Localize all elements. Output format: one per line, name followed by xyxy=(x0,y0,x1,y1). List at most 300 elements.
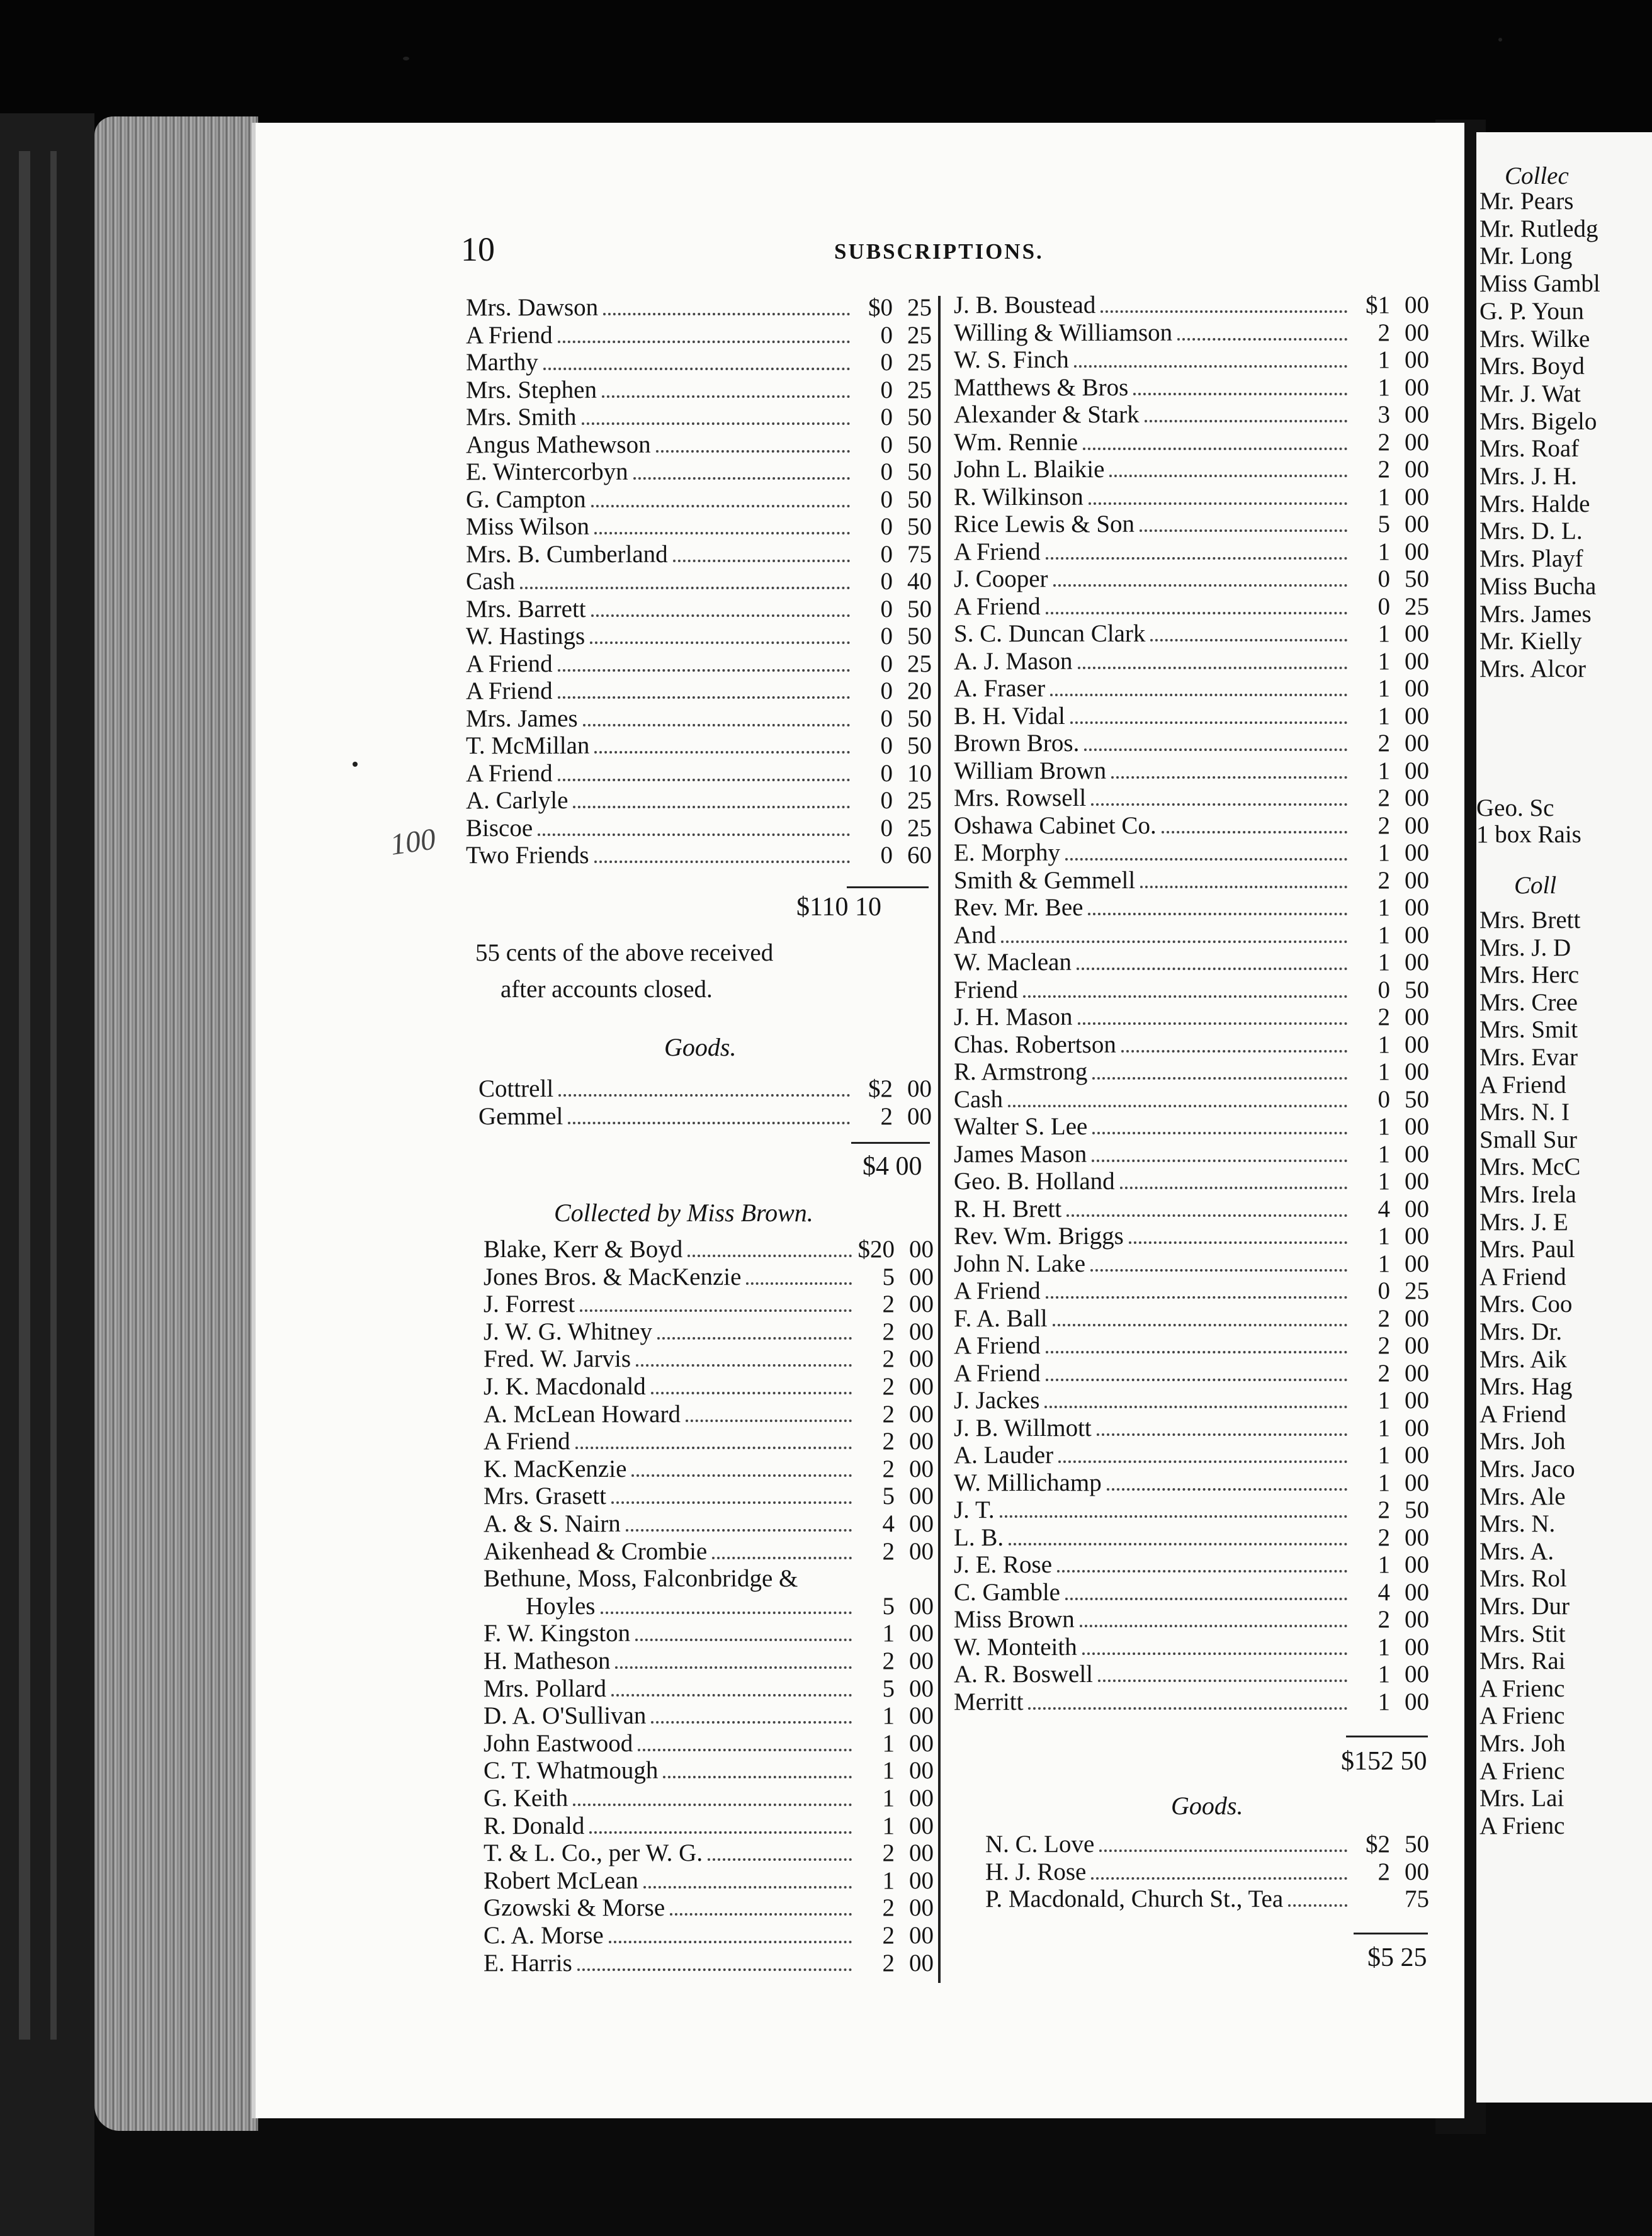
amount-cents: 00 xyxy=(1405,511,1429,538)
right-page-line: Mrs. Boyd xyxy=(1479,353,1585,380)
amount-dollars: 1 xyxy=(1378,1661,1390,1688)
subscription-row xyxy=(954,346,1429,374)
subscription-row xyxy=(466,431,932,459)
entry-name: Bethune, Moss, Falconbridge & xyxy=(484,1565,798,1593)
collected-row xyxy=(484,1702,934,1730)
amount-cents: 60 xyxy=(907,842,932,869)
amount-dollars: $1 xyxy=(1366,291,1390,319)
right-page-line: Mrs. Coo xyxy=(1479,1290,1573,1318)
right-page-line: Mrs. Alcor xyxy=(1479,655,1586,682)
amount-cents: 00 xyxy=(909,1620,934,1647)
amount-dollars: 1 xyxy=(1378,346,1390,373)
goods-row xyxy=(985,1858,1429,1886)
subscription-row xyxy=(954,1332,1429,1360)
right-page-line: 1 box Rais xyxy=(1476,821,1581,848)
leader-dots xyxy=(582,422,850,425)
amount-cents: 50 xyxy=(907,485,932,513)
entry-name: Cash xyxy=(466,568,515,595)
amount-cents: 00 xyxy=(1405,675,1429,702)
amount-dollars: 1 xyxy=(882,1757,895,1785)
amount-cents: 00 xyxy=(909,1455,934,1482)
collected-by-miss-brown-heading: Collected by Miss Brown. xyxy=(554,1199,813,1227)
right-page xyxy=(1476,132,1652,2103)
collected-row xyxy=(484,1785,934,1812)
subscription-row xyxy=(954,894,1429,922)
leader-dots xyxy=(1023,995,1347,998)
scan-background xyxy=(0,0,1652,132)
amount-dollars: 4 xyxy=(882,1510,895,1537)
amount-dollars: 0 xyxy=(880,376,893,404)
leader-dots xyxy=(1092,1077,1347,1080)
leader-dots xyxy=(1078,667,1347,669)
leader-dots xyxy=(1288,1904,1347,1907)
right-page-line: Mrs. Evar xyxy=(1479,1044,1578,1071)
leader-dots xyxy=(1077,968,1347,970)
subscription-row xyxy=(466,760,932,788)
entry-name: A. Lauder xyxy=(954,1442,1054,1469)
leader-dots xyxy=(1098,1680,1347,1682)
amount-dollars: 1 xyxy=(1378,1030,1390,1058)
entry-name: A Friend xyxy=(954,592,1041,620)
page-number: 10 xyxy=(461,230,495,268)
entry-name: Gemmel xyxy=(478,1102,563,1130)
amount-dollars: 2 xyxy=(882,1647,895,1674)
right-page-line: Mrs. Brett xyxy=(1479,906,1581,934)
amount-dollars: 0 xyxy=(880,787,893,814)
right-page-line: Mrs. Ale xyxy=(1479,1482,1566,1510)
leader-dots xyxy=(1099,1849,1347,1852)
entry-name: A Friend xyxy=(484,1428,570,1455)
right-page-line: Mrs. Aik xyxy=(1479,1345,1567,1373)
amount-cents: 00 xyxy=(1405,483,1429,511)
amount-dollars: $20 xyxy=(857,1236,895,1263)
subscription-row xyxy=(466,732,932,760)
leader-dots xyxy=(1097,1433,1347,1436)
entry-name: E. Morphy xyxy=(954,839,1060,866)
amount-dollars: 0 xyxy=(880,485,893,513)
amount-cents: 00 xyxy=(1405,1606,1429,1633)
amount-cents: 50 xyxy=(907,404,932,431)
subscription-row xyxy=(954,593,1429,621)
right-page-line: Mrs. N. xyxy=(1479,1510,1556,1538)
subscription-row xyxy=(954,1141,1429,1168)
amount-dollars: 2 xyxy=(882,1345,895,1373)
amount-cents: 00 xyxy=(1405,1469,1429,1496)
leader-dots xyxy=(638,1749,852,1751)
amount-cents: 25 xyxy=(907,650,932,677)
entry-name: J. T. xyxy=(954,1496,995,1523)
amount-dollars: 1 xyxy=(1378,1387,1390,1414)
amount-cents: 75 xyxy=(907,540,932,568)
right-page-line: Mrs. J. E xyxy=(1479,1208,1568,1236)
entry-name: J. B. Boustead xyxy=(954,291,1096,319)
amount-dollars: 0 xyxy=(880,568,893,595)
amount-dollars: 5 xyxy=(882,1263,895,1290)
amount-cents: 00 xyxy=(909,1236,934,1263)
subscription-row xyxy=(466,705,932,733)
subscription-row xyxy=(954,1688,1429,1716)
amount-dollars: 1 xyxy=(1378,1113,1390,1140)
amount-cents: 50 xyxy=(1405,565,1429,592)
goods-total-right: $5 25 xyxy=(1367,1943,1427,1972)
right-page-line: Mrs. Rol xyxy=(1479,1565,1567,1593)
entry-name: A Friend xyxy=(954,538,1041,565)
amount-dollars: 0 xyxy=(880,732,893,759)
amount-dollars: 1 xyxy=(1378,702,1390,730)
amount-dollars: 1 xyxy=(882,1702,895,1730)
leader-dots xyxy=(543,368,850,370)
leader-dots xyxy=(1107,1488,1347,1491)
entry-name: Mrs. Rowsell xyxy=(954,784,1087,811)
amount-cents: 00 xyxy=(909,1592,934,1620)
margin-note: 100 xyxy=(388,822,438,862)
leader-dots xyxy=(651,1392,852,1394)
entry-name: J. B. Willmott xyxy=(954,1414,1092,1442)
right-page-line: Mrs. Stit xyxy=(1479,1620,1566,1647)
right-page-line: Mrs. Herc xyxy=(1479,961,1580,989)
entry-name: W. Monteith xyxy=(954,1633,1077,1661)
amount-cents: 00 xyxy=(909,1757,934,1785)
amount-cents: 00 xyxy=(909,1510,934,1537)
amount-dollars: 1 xyxy=(1378,1222,1390,1250)
entry-name: Smith & Gemmell xyxy=(954,866,1136,894)
leader-dots xyxy=(1028,1707,1347,1710)
entry-name: Alexander & Stark xyxy=(954,401,1140,428)
amount-dollars: 2 xyxy=(1378,1003,1390,1030)
entry-name: Matthews & Bros xyxy=(954,373,1129,401)
page-stack xyxy=(94,116,258,2131)
leader-dots xyxy=(538,833,850,836)
collected-row xyxy=(484,1757,934,1785)
entry-name: Friend xyxy=(954,976,1018,1003)
amount-dollars: 1 xyxy=(1378,675,1390,702)
amount-cents: 00 xyxy=(1405,839,1429,866)
right-page-line: Mrs. McC xyxy=(1479,1153,1581,1181)
amount-cents: 50 xyxy=(1405,1496,1429,1523)
right-page-line: Mr. Rutledg xyxy=(1479,215,1598,242)
amount-dollars: 0 xyxy=(880,595,893,623)
entry-name: R. H. Brett xyxy=(954,1195,1062,1222)
subscription-row xyxy=(954,1634,1429,1661)
amount-cents: 00 xyxy=(1405,894,1429,921)
leader-dots xyxy=(1046,1296,1347,1299)
amount-cents: 40 xyxy=(907,568,932,595)
amount-dollars: 2 xyxy=(1378,730,1390,757)
entry-name: C. A. Morse xyxy=(484,1922,604,1949)
collected-row xyxy=(484,1647,934,1675)
entry-name: A Friend xyxy=(466,677,553,704)
amount-dollars: 1 xyxy=(882,1785,895,1812)
amount-cents: 00 xyxy=(1405,1222,1429,1250)
leader-dots xyxy=(712,1557,852,1559)
subscription-row xyxy=(954,511,1429,538)
amount-cents: 00 xyxy=(1405,1030,1429,1058)
leader-dots xyxy=(1082,1652,1347,1655)
amount-cents: 25 xyxy=(1405,1277,1429,1304)
amount-dollars: $2 xyxy=(868,1075,893,1102)
entry-name: Miss Wilson xyxy=(466,513,590,540)
amount-dollars: 1 xyxy=(1378,1168,1390,1195)
subscription-row xyxy=(954,784,1429,812)
entry-name: G. Campton xyxy=(466,485,586,513)
entry-name: John Eastwood xyxy=(484,1729,633,1757)
entry-name: L. B. xyxy=(954,1523,1004,1551)
leader-dots xyxy=(1083,448,1347,450)
amount-dollars: 2 xyxy=(882,1537,895,1565)
amount-cents: 00 xyxy=(909,1400,934,1428)
amount-dollars: 0 xyxy=(880,650,893,677)
leader-dots xyxy=(1120,1187,1347,1189)
entry-name: T. & L. Co., per W. G. xyxy=(484,1839,703,1867)
amount-cents: 00 xyxy=(1405,1551,1429,1578)
subscription-row xyxy=(954,1168,1429,1195)
leader-dots xyxy=(633,477,850,480)
subscription-row xyxy=(954,429,1429,456)
entry-name: W. S. Finch xyxy=(954,346,1069,373)
amount-cents: 20 xyxy=(907,677,932,704)
amount-cents: 00 xyxy=(909,1922,934,1949)
leader-dots xyxy=(601,1612,852,1614)
subscription-row xyxy=(954,1113,1429,1141)
entry-name: Mrs. Smith xyxy=(466,404,577,431)
subscription-row xyxy=(466,623,932,650)
leader-dots xyxy=(1140,886,1347,888)
subscription-row xyxy=(954,675,1429,703)
subscription-row xyxy=(954,757,1429,785)
leader-dots xyxy=(594,751,850,754)
amount-dollars: $0 xyxy=(868,294,893,321)
leader-dots xyxy=(651,1721,852,1724)
amount-dollars: 1 xyxy=(1378,757,1390,784)
amount-cents: 00 xyxy=(909,1812,934,1839)
right-page-line: A Friend xyxy=(1479,1400,1566,1428)
entry-name: Rev. Mr. Bee xyxy=(954,894,1083,921)
leader-dots xyxy=(594,532,850,534)
leader-dots xyxy=(1053,1324,1347,1326)
amount-dollars: 2 xyxy=(882,1949,895,1977)
column-right-total: $152 50 xyxy=(1341,1747,1427,1776)
subscription-row xyxy=(954,1250,1429,1278)
amount-dollars: 2 xyxy=(882,1894,895,1922)
amount-cents: 00 xyxy=(1405,757,1429,784)
leader-dots xyxy=(1008,1105,1347,1107)
leader-dots xyxy=(1145,420,1347,422)
amount-dollars: 0 xyxy=(880,458,893,485)
amount-cents: 00 xyxy=(1405,647,1429,675)
right-page-line: Mrs. Bigelo xyxy=(1479,407,1597,435)
amount-dollars: 1 xyxy=(1378,1140,1390,1168)
amount-cents: 00 xyxy=(907,1075,932,1102)
entry-name: Gzowski & Morse xyxy=(484,1894,665,1922)
amount-dollars: 0 xyxy=(1378,565,1390,592)
entry-name: A Friend xyxy=(466,650,553,677)
subscription-row xyxy=(954,1086,1429,1114)
amount-cents: 00 xyxy=(909,1482,934,1510)
entry-name: J. E. Rose xyxy=(954,1551,1052,1578)
entry-name: R. Wilkinson xyxy=(954,483,1083,511)
amount-dollars: 2 xyxy=(1378,1858,1390,1885)
right-page-line: Mrs. Halde xyxy=(1479,490,1590,517)
entry-name: Jones Bros. & MacKenzie xyxy=(484,1263,742,1290)
entry-name: Cash xyxy=(954,1085,1003,1113)
leader-dots xyxy=(1092,1160,1347,1162)
entry-name: J. Jackes xyxy=(954,1387,1040,1414)
leader-dots xyxy=(611,1501,852,1504)
entry-name: J. Cooper xyxy=(954,565,1048,592)
amount-dollars: 0 xyxy=(880,759,893,787)
amount-dollars: 0 xyxy=(880,623,893,650)
amount-dollars: 1 xyxy=(1378,1551,1390,1578)
leader-dots xyxy=(609,1941,852,1943)
amount-cents: 00 xyxy=(1405,784,1429,811)
amount-dollars: 2 xyxy=(882,1839,895,1867)
leader-dots xyxy=(603,313,850,315)
collected-row xyxy=(484,1401,934,1428)
subscription-row xyxy=(954,1442,1429,1469)
amount-cents: 00 xyxy=(1405,702,1429,730)
amount-cents: 00 xyxy=(1405,1113,1429,1140)
amount-dollars: 1 xyxy=(1378,1058,1390,1085)
entry-name: A. R. Boswell xyxy=(954,1661,1094,1688)
subscription-row xyxy=(954,839,1429,867)
subscription-row xyxy=(466,842,932,869)
entry-name: A. Fraser xyxy=(954,675,1046,702)
subscription-row xyxy=(466,404,932,431)
leader-dots xyxy=(1044,1406,1347,1408)
entry-name: Cottrell xyxy=(478,1075,554,1102)
amount-dollars: 0 xyxy=(1378,976,1390,1003)
leader-dots xyxy=(590,641,850,644)
entry-name: S. C. Duncan Clark xyxy=(954,620,1146,647)
amount-cents: 00 xyxy=(1405,1688,1429,1715)
amount-dollars: 2 xyxy=(1378,428,1390,456)
subscription-row xyxy=(466,458,932,486)
leader-dots xyxy=(1065,1598,1347,1600)
leader-dots xyxy=(1009,1543,1347,1545)
right-page-line: Mrs. Roaf xyxy=(1479,435,1580,463)
leader-dots xyxy=(1133,393,1347,395)
entry-name: Mrs. Grasett xyxy=(484,1482,606,1510)
subscription-row xyxy=(954,867,1429,895)
collected-row xyxy=(484,1345,934,1373)
entry-name: Miss Brown xyxy=(954,1606,1075,1633)
amount-cents: 25 xyxy=(1405,592,1429,620)
collected-row xyxy=(484,1675,934,1703)
leader-dots xyxy=(657,1337,852,1340)
subscription-row xyxy=(954,319,1429,347)
entry-name: Biscoe xyxy=(466,814,533,842)
goods-heading-right: Goods. xyxy=(1171,1792,1243,1820)
amount-cents: 25 xyxy=(907,321,932,349)
entry-name: J. Forrest xyxy=(484,1290,575,1318)
amount-cents: 00 xyxy=(1405,1578,1429,1606)
collected-row xyxy=(484,1263,934,1291)
subscription-row xyxy=(954,1003,1429,1031)
amount-dollars: 1 xyxy=(1378,949,1390,976)
collected-row xyxy=(484,1620,934,1647)
goods-row xyxy=(985,1885,1429,1913)
amount-dollars: 2 xyxy=(1378,456,1390,483)
leader-dots xyxy=(575,1447,852,1449)
entry-name: Brown Bros. xyxy=(954,730,1080,757)
amount-dollars: 1 xyxy=(1378,373,1390,401)
entry-name: A Friend xyxy=(466,321,553,349)
entry-name: Angus Mathewson xyxy=(466,431,651,458)
entry-name: John L. Blaikie xyxy=(954,456,1105,483)
amount-dollars: 4 xyxy=(1378,1195,1390,1222)
collected-row xyxy=(484,1812,934,1840)
amount-cents: 00 xyxy=(909,1428,934,1455)
leader-dots xyxy=(1078,1022,1347,1025)
subscription-row xyxy=(954,730,1429,757)
subscription-row xyxy=(954,922,1429,949)
leader-dots xyxy=(1046,1379,1347,1381)
entry-name: D. A. O'Sullivan xyxy=(484,1702,647,1730)
entry-name: H. J. Rose xyxy=(985,1858,1087,1885)
amount-cents: 00 xyxy=(1405,1661,1429,1688)
right-page-line: Mrs. Lai xyxy=(1479,1785,1564,1812)
subscription-row xyxy=(466,294,932,322)
amount-dollars: 2 xyxy=(1378,1496,1390,1523)
amount-cents: 00 xyxy=(1405,1858,1429,1885)
subscription-row xyxy=(954,456,1429,483)
amount-dollars: 2 xyxy=(1378,784,1390,811)
subscription-row xyxy=(954,483,1429,511)
amount-dollars: 1 xyxy=(1378,620,1390,647)
leader-dots xyxy=(746,1282,852,1285)
amount-cents: 50 xyxy=(1405,1831,1429,1858)
amount-cents: 00 xyxy=(909,1729,934,1757)
amount-cents: 00 xyxy=(1405,730,1429,757)
entry-name: James Mason xyxy=(954,1140,1087,1168)
amount-dollars: 2 xyxy=(1378,866,1390,894)
leader-dots xyxy=(1046,1351,1347,1353)
amount-dollars: 2 xyxy=(882,1290,895,1318)
amount-cents: 00 xyxy=(1405,1442,1429,1469)
amount-cents: 00 xyxy=(909,1373,934,1400)
right-page-line: Small Sur xyxy=(1479,1126,1577,1153)
leader-dots xyxy=(1058,1460,1347,1463)
right-page-line: Mrs. A. xyxy=(1479,1537,1554,1565)
amount-dollars: 1 xyxy=(1378,1633,1390,1661)
column-left-total: $110 10 xyxy=(796,893,881,922)
subscription-row xyxy=(954,812,1429,840)
amount-dollars: 0 xyxy=(880,540,893,568)
leader-dots xyxy=(1091,803,1347,806)
leader-dots xyxy=(558,696,850,699)
amount-dollars: 0 xyxy=(880,404,893,431)
entry-name: N. C. Love xyxy=(985,1831,1095,1858)
collected-row xyxy=(484,1373,934,1401)
entry-name: K. MacKenzie xyxy=(484,1455,627,1482)
amount-dollars: 0 xyxy=(880,842,893,869)
entry-name: A. J. Mason xyxy=(954,647,1073,675)
entry-name: Merritt xyxy=(954,1688,1024,1715)
amount-dollars: 5 xyxy=(882,1674,895,1702)
amount-dollars: 2 xyxy=(882,1428,895,1455)
subscription-row xyxy=(954,949,1429,976)
leader-dots xyxy=(589,1831,852,1834)
subscription-row xyxy=(954,1606,1429,1634)
entry-name: Marthy xyxy=(466,349,538,376)
right-page-line: A Frienc xyxy=(1479,1702,1565,1730)
subscription-row xyxy=(954,401,1429,429)
subscription-row xyxy=(954,1222,1429,1250)
subscription-row xyxy=(954,648,1429,675)
entry-name: Mrs. Stephen xyxy=(466,376,597,404)
right-page-line: Miss Bucha xyxy=(1479,572,1597,600)
entry-name: E. Harris xyxy=(484,1949,572,1977)
